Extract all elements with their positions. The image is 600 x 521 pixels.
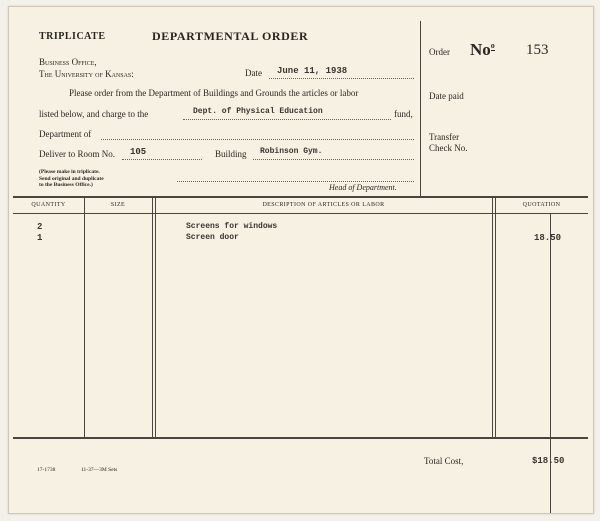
size-header: SIZE [110,202,126,208]
instruction-line-1: Please order from the Department of Buildings and Grounds the articles or labor [69,88,359,98]
row-2-description: Screen door [186,233,239,242]
print-run: 11-37—3M Sets [81,467,118,473]
triplicate-note-line-1: (Please make in triplicate. [39,169,100,175]
row-2-quotation: 18.50 [534,233,562,243]
row-1-quantity: 2 [37,222,43,232]
date-value: June 11, 1938 [277,66,348,76]
charge-to-value: Dept. of Physical Education [193,107,323,116]
office-line-2: The University of Kansas: [39,69,134,79]
order-label: Order [429,47,450,57]
fund-label: fund, [394,109,413,119]
department-line [101,139,414,140]
column-divider-3a [492,198,493,437]
check-label: Check No. [429,143,468,153]
table-header-rule [13,213,588,214]
deliver-label: Deliver to Room No. [39,149,115,159]
number-label: No$^o$ [470,40,495,59]
copy-label: TRIPLICATE [39,31,106,42]
triplicate-note-line-2: Send original and duplicate [39,175,104,182]
column-divider-2a [152,198,153,437]
transfer-label: Transfer [429,132,460,142]
form-number: 17-1738 [37,467,56,473]
quotation-header: QUOTATION [522,202,561,208]
row-2-quantity: 1 [37,233,43,243]
office-line-1: Business Office, [39,57,97,67]
total-label: Total Cost, [424,456,464,466]
side-box-divider [420,21,421,196]
table-top-rule [13,196,588,198]
instruction-line-2: listed below, and charge to the [39,109,149,119]
date-label: Date [245,68,262,78]
column-divider-3b [495,198,496,437]
charge-to-line [183,119,391,120]
triplicate-note-line-3: to the Business Office.) [39,182,93,188]
date-line [269,78,414,79]
triplicate-note [39,169,104,189]
table-bottom-rule [13,437,588,439]
column-divider-2b [155,198,156,437]
form-title: DEPARTMENTAL ORDER [152,29,309,43]
row-1-description: Screens for windows [186,222,278,231]
head-label: Head of Department. [329,183,397,192]
description-header: DESCRIPTION OF ARTICLES OR LABOR [262,202,385,208]
order-number: 153 [526,42,549,58]
date-paid-label: Date paid [429,91,464,101]
cents-divider [550,213,551,513]
building-value: Robinson Gym. [260,147,323,156]
quantity-header: QUANTITY [31,202,66,208]
building-label: Building [215,149,247,159]
department-label: Department of [39,129,92,139]
order-form-sheet [8,6,594,514]
room-line [122,159,202,160]
head-signature-line [177,181,414,182]
column-divider-1 [84,198,85,437]
building-line [253,159,414,160]
room-value: 105 [130,147,147,157]
total-value: $18.50 [532,456,565,466]
